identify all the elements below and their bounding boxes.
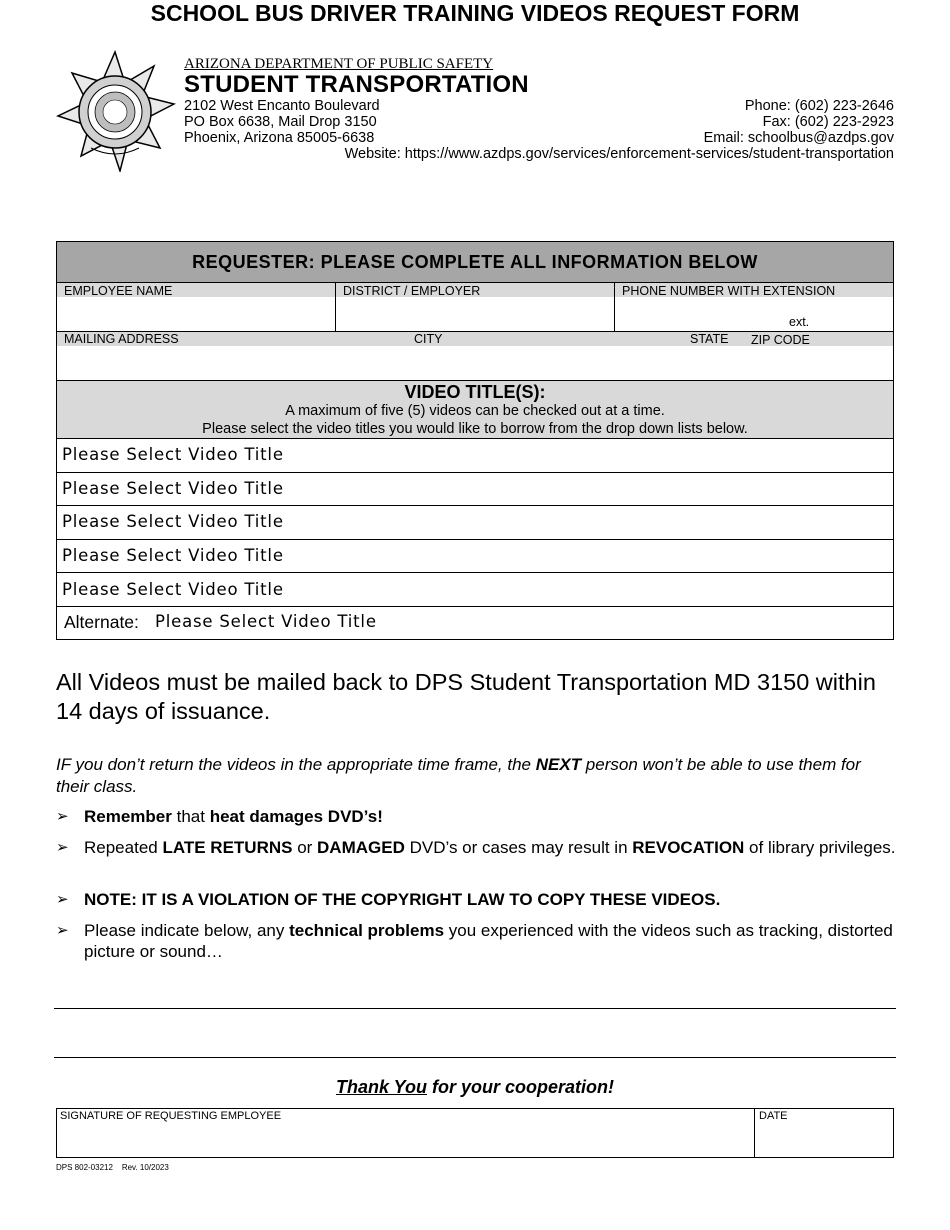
signature-label: SIGNATURE OF REQUESTING EMPLOYEE (60, 1110, 282, 1122)
arrow-bullet-icon: ➢ (56, 838, 69, 856)
ext-label: ext. (789, 315, 810, 329)
dps-seal-logo (54, 50, 176, 172)
date-field[interactable] (759, 1124, 889, 1154)
employee-name-field[interactable] (62, 298, 330, 328)
bullet-copyright: ➢ NOTE: IT IS A VIOLATION OF THE COPYRIGHT LAW TO COPY THESE VIDEOS. (56, 890, 721, 909)
video-title-select-3[interactable]: Please Select Video Title (62, 512, 284, 531)
mailing-address-field[interactable] (62, 348, 888, 378)
arrow-bullet-icon: ➢ (56, 807, 69, 825)
zip-code-label: ZIP CODE (751, 333, 810, 347)
arrow-bullet-icon: ➢ (56, 921, 69, 939)
form-title: SCHOOL BUS DRIVER TRAINING VIDEOS REQUEST FORM (150, 0, 800, 26)
technical-problems-field-1[interactable] (54, 972, 896, 1008)
state-label: STATE (690, 332, 729, 346)
video-titles-heading: VIDEO TITLE(S): (404, 382, 546, 402)
video-select-instructions: Please select the video titles you would like to borrow from the drop down lists below. (202, 421, 748, 437)
requester-heading: REQUESTER: PLEASE COMPLETE ALL INFORMATION BELOW (192, 252, 758, 272)
contact-fax: Fax: (602) 223-2923 (762, 114, 894, 130)
video-title-select-5[interactable]: Please Select Video Title (62, 580, 284, 599)
form-number: DPS 802-03212 Rev. 10/2023 (56, 1163, 169, 1172)
employee-name-label: EMPLOYEE NAME (64, 284, 173, 298)
city-label: CITY (414, 332, 443, 346)
video-title-select-2[interactable]: Please Select Video Title (62, 479, 284, 498)
ext-field[interactable] (812, 312, 888, 330)
writing-line-2 (54, 1057, 896, 1058)
writing-line-1 (54, 1008, 896, 1009)
district-field[interactable] (341, 298, 609, 328)
address-line-2: PO Box 6638, Mail Drop 3150 (184, 114, 377, 130)
video-title-select-4[interactable]: Please Select Video Title (62, 546, 284, 565)
bullet-heat: ➢ Remember that heat damages DVD’s! (56, 807, 383, 826)
contact-website[interactable]: Website: https://www.azdps.gov/services/enforcement-services/student-transportation (344, 146, 894, 162)
contact-email[interactable]: Email: schoolbus@azdps.gov (703, 130, 894, 146)
district-label: DISTRICT / EMPLOYER (343, 284, 481, 298)
mail-back-notice: All Videos must be mailed back to DPS Student Transportation MD 3150 within 14 days of issuance. (56, 669, 876, 724)
phone-label: PHONE NUMBER WITH EXTENSION (622, 284, 836, 298)
date-label: DATE (759, 1110, 788, 1122)
division-name: STUDENT TRANSPORTATION (184, 71, 529, 98)
phone-field[interactable] (620, 298, 780, 328)
signature-field[interactable] (60, 1124, 750, 1154)
alternate-label: Alternate: (64, 612, 139, 632)
technical-problems-field-2[interactable] (54, 1020, 896, 1056)
bullet-technical-problems: ➢ Please indicate below, any technical problems you experienced with the videos such as tracking, distorted picture or sound… (56, 921, 893, 961)
address-line-1: 2102 West Encanto Boulevard (184, 98, 380, 114)
bullet-revocation: ➢ Repeated LATE RETURNS or DAMAGED DVD’s or cases may result in REVOCATION of library privileges. (56, 838, 896, 857)
thank-you-message: Thank You for your cooperation! (335, 1077, 615, 1097)
arrow-bullet-icon: ➢ (56, 890, 69, 908)
contact-phone: Phone: (602) 223-2646 (744, 98, 894, 114)
video-limit-note: A maximum of five (5) videos can be checked out at a time. (285, 403, 665, 419)
agency-name: ARIZONA DEPARTMENT OF PUBLIC SAFETY (184, 56, 494, 72)
video-title-select-1[interactable]: Please Select Video Title (62, 445, 284, 464)
address-line-3: Phoenix, Arizona 85005-6638 (184, 130, 375, 146)
late-return-warning: IF you don’t return the videos in the appropriate time frame, the NEXT person won’t be able to use them for their class. (56, 755, 861, 796)
mailing-address-label: MAILING ADDRESS (64, 332, 179, 346)
alternate-video-select[interactable]: Please Select Video Title (155, 612, 377, 631)
